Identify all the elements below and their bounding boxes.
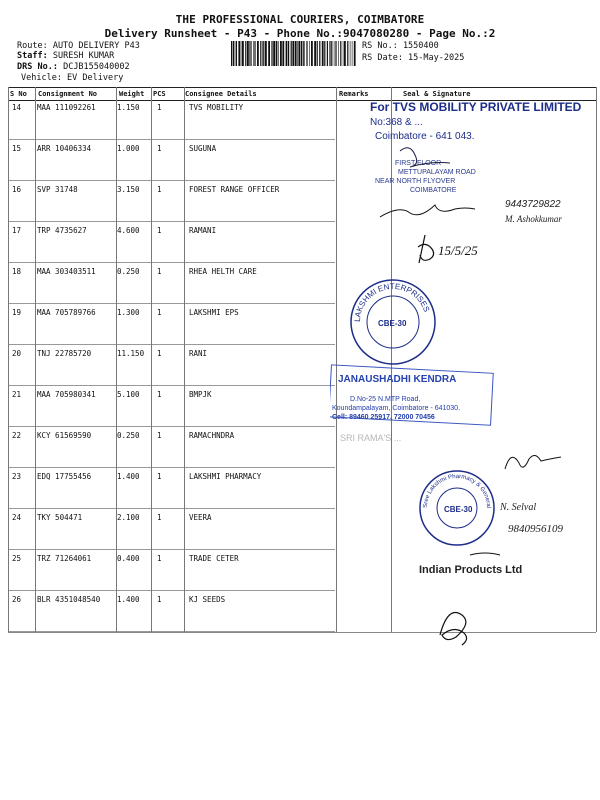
barcode-bar bbox=[280, 41, 282, 66]
barcode-bar bbox=[352, 41, 353, 66]
cell-consignment: MAA 705789766 bbox=[37, 308, 96, 317]
barcode-bar bbox=[242, 41, 244, 66]
table-row bbox=[8, 222, 596, 263]
tvs-stamp-line7: COIMBATORE bbox=[410, 187, 457, 194]
column-line bbox=[596, 87, 597, 632]
cell-pcs: 1 bbox=[157, 103, 162, 112]
janaushadhi-line1: JANAUSHADHI KENDRA bbox=[338, 374, 457, 385]
cell-pcs: 1 bbox=[157, 267, 162, 276]
cell-consignee: RAMACHNDRA bbox=[189, 431, 235, 440]
barcode-bar bbox=[350, 41, 351, 66]
route-text: Route: AUTO DELIVERY P43 bbox=[17, 41, 140, 51]
cell-sno: 24 bbox=[12, 513, 22, 522]
barcode-bar bbox=[338, 41, 339, 66]
barcode-bar bbox=[309, 41, 310, 66]
col-pcs: PCS bbox=[153, 90, 166, 98]
cell-pcs: 1 bbox=[157, 185, 162, 194]
table-row bbox=[8, 550, 596, 591]
barcode-bar bbox=[298, 41, 300, 66]
barcode-bar bbox=[286, 41, 288, 66]
cell-weight: 11.150 bbox=[117, 349, 145, 358]
cell-sno: 21 bbox=[12, 390, 22, 399]
cell-weight: 2.100 bbox=[117, 513, 140, 522]
drs-label: DRS No.: bbox=[17, 62, 58, 72]
barcode-bar bbox=[327, 41, 328, 66]
cell-consignee: RAMANI bbox=[189, 226, 217, 235]
lakshmi-enterprises-text: LAKSHMI ENTERPRISES bbox=[352, 281, 432, 323]
cell-sno: 19 bbox=[12, 308, 22, 317]
cell-consignment: MAA 303403511 bbox=[37, 267, 96, 276]
barcode-bar bbox=[238, 41, 240, 66]
signature-name-2: N. Selval bbox=[500, 502, 537, 513]
table-row bbox=[8, 386, 596, 427]
col-remarks: Remarks bbox=[339, 90, 369, 98]
cell-pcs: 1 bbox=[157, 308, 162, 317]
column-line bbox=[391, 87, 392, 632]
table-row bbox=[8, 181, 596, 222]
barcode-bar bbox=[311, 41, 313, 66]
tvs-stamp-line2: No:368 & ... bbox=[370, 117, 423, 128]
table-row bbox=[8, 99, 596, 140]
barcode bbox=[231, 41, 356, 66]
drs-number: DCJB155040002 bbox=[63, 62, 130, 72]
lakshmi-pharmacy-text: Sree Lakshmi Pharmacy & General bbox=[422, 473, 492, 509]
barcode-bar bbox=[249, 41, 250, 66]
cell-consignment: TRP 4735627 bbox=[37, 226, 87, 235]
barcode-bar bbox=[344, 41, 346, 66]
cell-consignment: MAA 111092261 bbox=[37, 103, 96, 112]
runsheet-title: Delivery Runsheet - P43 - Phone No.:9047080280 - Page No.:2 bbox=[104, 27, 496, 40]
cell-consignment: TKY 504471 bbox=[37, 513, 83, 522]
table-bottom-line bbox=[8, 632, 596, 633]
barcode-bar bbox=[303, 41, 304, 66]
cell-pcs: 1 bbox=[157, 554, 162, 563]
cell-consignee: FOREST RANGE OFFICER bbox=[189, 185, 280, 194]
barcode-bar bbox=[231, 41, 232, 66]
barcode-bar bbox=[241, 41, 242, 66]
barcode-bar bbox=[257, 41, 259, 66]
cell-consignee: KJ SEEDS bbox=[189, 595, 226, 604]
barcode-bar bbox=[260, 41, 261, 66]
cell-weight: 3.150 bbox=[117, 185, 140, 194]
column-line bbox=[151, 87, 152, 632]
barcode-bar bbox=[253, 41, 254, 66]
table-row bbox=[8, 591, 596, 632]
barcode-bar bbox=[268, 41, 270, 66]
cell-sno: 15 bbox=[12, 144, 22, 153]
barcode-bar bbox=[254, 41, 255, 66]
cell-sno: 16 bbox=[12, 185, 22, 194]
barcode-bar bbox=[291, 41, 292, 66]
barcode-bar bbox=[343, 41, 344, 66]
table-row bbox=[8, 140, 596, 181]
cell-consignee: VEERA bbox=[189, 513, 212, 522]
tvs-stamp-line3: Coimbatore - 641 043. bbox=[375, 131, 475, 142]
barcode-bar bbox=[282, 41, 284, 66]
barcode-bar bbox=[245, 41, 246, 66]
barcode-bar bbox=[335, 41, 336, 66]
cell-sno: 22 bbox=[12, 431, 22, 440]
cell-consignee: RHEA HELTH CARE bbox=[189, 267, 257, 276]
cell-consignment: KCY 61569590 bbox=[37, 431, 92, 440]
rs-date: RS Date: 15-May-2025 bbox=[362, 53, 465, 63]
column-line bbox=[35, 87, 36, 632]
cell-pcs: 1 bbox=[157, 349, 162, 358]
table-row bbox=[8, 263, 596, 304]
tvs-stamp-line1: For TVS MOBILITY PRIVATE LIMITED bbox=[370, 100, 582, 114]
drs-line bbox=[17, 62, 130, 72]
barcode-bar bbox=[304, 41, 305, 66]
barcode-bar bbox=[329, 41, 330, 66]
col-sno: S No bbox=[10, 90, 27, 98]
tvs-stamp-line4: FIRST FLOOR bbox=[395, 160, 442, 167]
cell-consignment: SVP 31748 bbox=[37, 185, 78, 194]
col-consignee: Consignee Details bbox=[185, 90, 257, 98]
cell-pcs: 1 bbox=[157, 390, 162, 399]
table-row bbox=[8, 345, 596, 386]
table-row bbox=[8, 304, 596, 345]
cell-pcs: 1 bbox=[157, 431, 162, 440]
janaushadhi-line4: Cell: 89460 25917, 72000 70456 bbox=[332, 414, 435, 421]
cell-sno: 23 bbox=[12, 472, 22, 481]
cell-weight: 5.100 bbox=[117, 390, 140, 399]
barcode-bar bbox=[262, 41, 263, 66]
phone-handwritten-2: 9840956109 bbox=[508, 523, 563, 535]
indian-products-stamp: Indian Products Ltd bbox=[419, 564, 523, 576]
janaushadhi-line2: D.No-25 N.MTP Road, bbox=[350, 396, 421, 403]
cell-sno: 25 bbox=[12, 554, 22, 563]
tvs-stamp-line6: NEAR NORTH FLYOVER bbox=[375, 178, 456, 185]
cell-consignment: TNJ 22785720 bbox=[37, 349, 92, 358]
barcode-bar bbox=[236, 41, 237, 66]
barcode-bar bbox=[233, 41, 234, 66]
cell-consignee: RANI bbox=[189, 349, 208, 358]
cell-pcs: 1 bbox=[157, 472, 162, 481]
cell-sno: 20 bbox=[12, 349, 22, 358]
column-line bbox=[116, 87, 117, 632]
col-weight: Weight bbox=[119, 90, 145, 98]
cell-sno: 17 bbox=[12, 226, 22, 235]
column-line bbox=[336, 87, 337, 632]
barcode-bar bbox=[235, 41, 236, 66]
barcode-bar bbox=[278, 41, 279, 66]
barcode-bar bbox=[322, 41, 324, 66]
column-line bbox=[184, 87, 185, 632]
barcode-bar bbox=[273, 41, 275, 66]
barcode-bar bbox=[324, 41, 325, 66]
cell-consignment: EDQ 17755456 bbox=[37, 472, 92, 481]
barcode-bar bbox=[288, 41, 289, 66]
cell-consignee: TVS MOBILITY bbox=[189, 103, 244, 112]
date-handwritten: 15/5/25 bbox=[438, 243, 478, 258]
cell-consignee: TRADE CETER bbox=[189, 554, 239, 563]
cell-weight: 0.250 bbox=[117, 267, 140, 276]
cell-consignment: BLR 4351048540 bbox=[37, 595, 101, 604]
barcode-bar bbox=[263, 41, 264, 66]
barcode-bar bbox=[314, 41, 316, 66]
vehicle-text: Vehicle: EV Delivery bbox=[21, 73, 124, 83]
staff-name: SURESH KUMAR bbox=[52, 51, 115, 61]
cell-pcs: 1 bbox=[157, 595, 162, 604]
barcode-bar bbox=[295, 41, 297, 66]
barcode-bar bbox=[334, 41, 335, 66]
tvs-stamp-line5: METTUPALAYAM ROAD bbox=[398, 169, 476, 176]
barcode-bar bbox=[292, 41, 294, 66]
cell-consignment: MAA 705980341 bbox=[37, 390, 96, 399]
cell-consignee: LAKSHMI PHARMACY bbox=[189, 472, 262, 481]
staff-label: Staff: bbox=[17, 51, 48, 61]
table-row bbox=[8, 509, 596, 550]
table-row bbox=[8, 427, 596, 468]
cell-pcs: 1 bbox=[157, 226, 162, 235]
cell-weight: 1.150 bbox=[117, 103, 140, 112]
barcode-bar bbox=[276, 41, 278, 66]
cell-consignee: SUGUNA bbox=[189, 144, 217, 153]
cell-weight: 0.250 bbox=[117, 431, 140, 440]
barcode-bar bbox=[265, 41, 267, 66]
staff-line bbox=[17, 51, 114, 61]
cell-consignment: ARR 10406334 bbox=[37, 144, 92, 153]
cell-sno: 14 bbox=[12, 103, 22, 112]
cbe-30-text: CBE-30 bbox=[378, 319, 407, 328]
cell-consignee: LAKSHMI EPS bbox=[189, 308, 239, 317]
cell-consignment: TRZ 71264061 bbox=[37, 554, 92, 563]
barcode-bar bbox=[251, 41, 252, 66]
cbe-30-text-2: CBE-30 bbox=[444, 505, 473, 514]
barcode-bar bbox=[331, 41, 332, 66]
rs-number: RS No.: 1550400 bbox=[362, 41, 439, 51]
barcode-bar bbox=[306, 41, 307, 66]
cell-weight: 1.400 bbox=[117, 472, 140, 481]
company-title: THE PROFESSIONAL COURIERS, COIMBATORE bbox=[175, 13, 425, 26]
barcode-bar bbox=[317, 41, 318, 66]
barcode-bar bbox=[319, 41, 320, 66]
barcode-bar bbox=[354, 41, 356, 66]
cell-sno: 18 bbox=[12, 267, 22, 276]
cell-weight: 4.600 bbox=[117, 226, 140, 235]
barcode-bar bbox=[301, 41, 302, 66]
cell-weight: 1.400 bbox=[117, 595, 140, 604]
col-consignment: Consignment No bbox=[38, 90, 98, 98]
cell-weight: 1.300 bbox=[117, 308, 140, 317]
barcode-bar bbox=[271, 41, 272, 66]
barcode-bar bbox=[247, 41, 249, 66]
cell-weight: 1.000 bbox=[117, 144, 140, 153]
barcode-bar bbox=[347, 41, 348, 66]
cell-weight: 0.400 bbox=[117, 554, 140, 563]
column-line bbox=[8, 87, 9, 632]
barcode-bar bbox=[340, 41, 341, 66]
janaushadhi-line3: Koundampalayam, Coimbatore - 641030. bbox=[332, 405, 461, 412]
sri-rama-faded-stamp: SRI RAMA'S ... bbox=[340, 433, 402, 443]
table-row bbox=[8, 468, 596, 509]
col-seal: Seal & Signature bbox=[403, 90, 471, 98]
cell-consignee: BMPJK bbox=[189, 390, 212, 399]
cell-pcs: 1 bbox=[157, 144, 162, 153]
signature-name-1: M. Ashokkumar bbox=[505, 214, 562, 224]
barcode-bar bbox=[297, 41, 298, 66]
barcode-bar bbox=[336, 41, 337, 66]
phone-handwritten-1: 9443729822 bbox=[505, 199, 561, 210]
cell-sno: 26 bbox=[12, 595, 22, 604]
cell-pcs: 1 bbox=[157, 513, 162, 522]
